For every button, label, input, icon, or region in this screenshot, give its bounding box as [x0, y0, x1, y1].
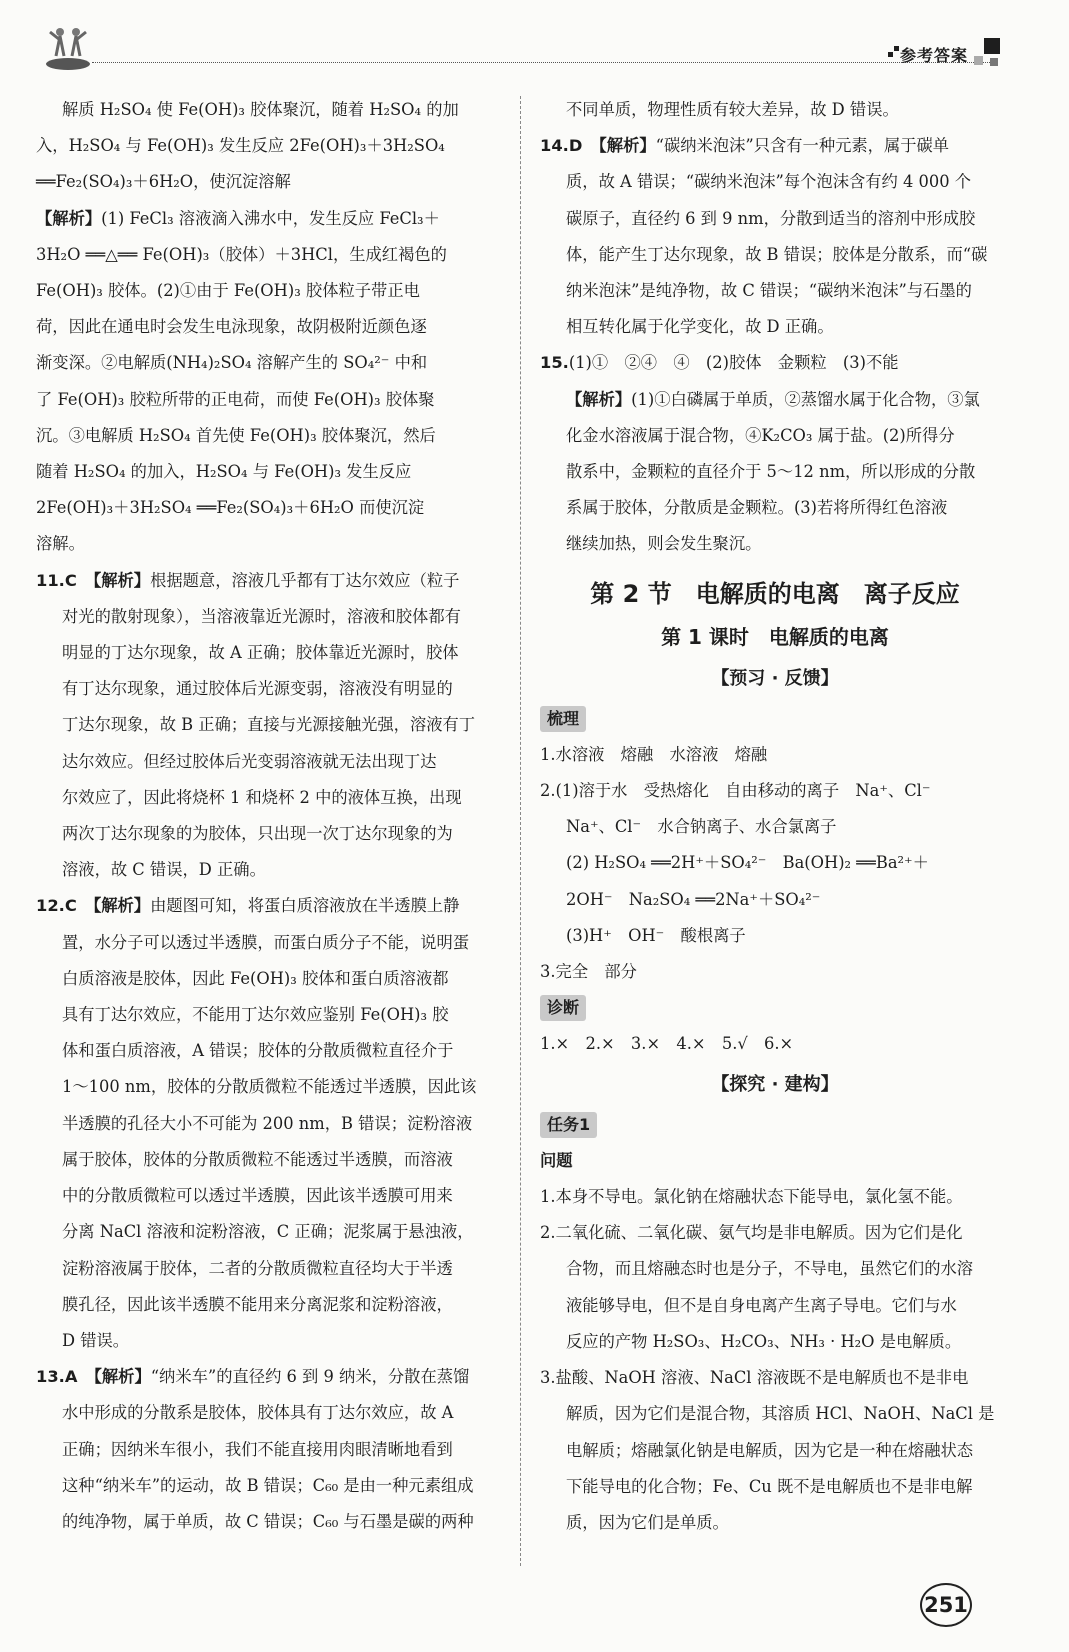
question-number: 11.C — [36, 570, 77, 590]
text-line: 反应的产物 H₂SO₃、H₂CO₃、NH₃ · H₂O 是电解质。 — [566, 1331, 962, 1351]
text-line: 溶液，故 C 错误，D 正确。 — [62, 860, 266, 880]
text-line: D 错误。 — [62, 1330, 130, 1350]
text-line: 尔效应了，因此将烧杯 1 和烧杯 2 中的液体互换，出现 — [62, 787, 462, 807]
text-line: 3.盐酸、NaOH 溶液、NaCl 溶液既不是电解质也不是非电 — [540, 1368, 969, 1388]
text-line: 继续加热，则会发生聚沉。 — [566, 534, 762, 554]
text-line: 下能导电的化合物；Fe、Cu 既不是电解质也不是非电解 — [566, 1476, 973, 1496]
text-line: 3H₂O ══△══ Fe(OH)₃（胶体）＋3HCl，生成红褐色的 — [36, 244, 447, 264]
text-line: (1) FeCl₃ 溶液滴入沸水中，发生反应 FeCl₃＋ — [101, 208, 440, 228]
text-line: 的纯净物，属于单质，故 C 错误；C₆₀ 与石墨是碳的两种 — [62, 1511, 474, 1531]
text-line: 属于胶体，胶体的分散质微粒不能透过半透膜，而溶液 — [62, 1149, 453, 1169]
text-line: 化金水溶液属于混合物，④K₂CO₃ 属于盐。(2)所得分 — [566, 425, 955, 445]
text-line: 半透膜的孔径大小不可能为 200 nm，B 错误；淀粉溶液 — [62, 1113, 473, 1133]
page-number: 251 — [920, 1583, 972, 1627]
text-line: (3)H⁺ OH⁻ 酸根离子 — [566, 925, 746, 945]
analysis-label: 【解析】 — [598, 136, 656, 156]
text-line: 荷，因此在通电时会发生电泳现象，故阴极附近颜色逐 — [36, 317, 427, 337]
text-line: 两次丁达尔现象的为胶体，只出现一次丁达尔现象的为 — [62, 824, 453, 844]
header-square-icon — [894, 46, 899, 51]
text-line: “纳米车”的直径约 6 到 9 纳米，分散在蒸馏 — [150, 1367, 470, 1387]
text-line: 具有丁达尔效应，不能用丁达尔效应鉴别 Fe(OH)₃ 胶 — [62, 1005, 449, 1025]
text-line: 正确；因纳米车很小，我们不能直接用肉眼清晰地看到 — [62, 1439, 453, 1459]
analysis-label: 【解析】 — [566, 389, 632, 409]
text-line: 明显的丁达尔现象，故 A 正确；胶体靠近光源时，胶体 — [62, 643, 459, 663]
subheading: 问题 — [540, 1150, 573, 1170]
analysis-label: 【解析】 — [93, 896, 151, 916]
text-line: 2.二氧化硫、二氧化碳、氨气均是非电解质。因为它们是化 — [540, 1223, 963, 1243]
logo-icon — [44, 22, 92, 72]
header-square-icon — [888, 52, 893, 57]
header-square-icon — [990, 58, 998, 66]
section-title: 第 2 节 电解质的电离 离子反应 — [590, 579, 960, 608]
text-line: 对光的散射现象），当溶液靠近光源时，溶液和胶体都有 — [62, 606, 461, 626]
text-line: ══Fe₂(SO₄)₃＋6H₂O，使沉淀溶解 — [36, 172, 291, 192]
text-line: 淀粉溶液属于胶体，二者的分散质微粒直径均大于半透 — [62, 1258, 453, 1278]
text-line: 质，故 A 错误；“碳纳米泡沫”每个泡沫含有约 4 000 个 — [566, 172, 972, 192]
text-line: 渐变深。②电解质(NH₄)₂SO₄ 溶解产生的 SO₄²⁻ 中和 — [36, 353, 428, 373]
text-line: 体和蛋白质溶液，A 错误；胶体的分散质微粒直径介于 — [62, 1041, 454, 1061]
text-line: 合物，而且熔融态时也是分子，不导电，虽然它们的水溶 — [566, 1259, 974, 1279]
text-line: 质，因为它们是单质。 — [566, 1512, 729, 1532]
text-line: 2OH⁻ Na₂SO₄ ══2Na⁺＋SO₄²⁻ — [566, 889, 821, 909]
text-line: 溶解。 — [36, 534, 85, 554]
lesson-title: 第 1 课时 电解质的电离 — [661, 624, 889, 649]
text-line: 碳原子，直径约 6 到 9 nm，分散到适当的溶剂中形成胶 — [566, 208, 976, 228]
text-line: “碳纳米泡沫”只含有一种元素，属于碳单 — [655, 136, 950, 156]
right-column — [540, 92, 1010, 1541]
text-line: 纳米泡沫”是纯净物，故 C 错误；“碳纳米泡沫”与石墨的 — [566, 281, 972, 301]
text-line: 2Fe(OH)₃＋3H₂SO₄ ══Fe₂(SO₄)₃＋6H₂O 而使沉淀 — [36, 498, 425, 518]
page-header — [0, 0, 1069, 82]
text-line: 入，H₂SO₄ 与 Fe(OH)₃ 发生反应 2Fe(OH)₃＋3H₂SO₄ — [36, 136, 445, 156]
text-line: 达尔效应。但经过胶体后光变弱溶液就无法出现丁达 — [62, 751, 437, 771]
text-line: 体，能产生丁达尔现象，故 B 错误；胶体是分散系，而“碳 — [566, 244, 988, 264]
analysis-label: 【解析】 — [36, 208, 102, 228]
text-line: 1.本身不导电。氯化钠在熔融状态下能导电，氯化氢不能。 — [540, 1187, 963, 1207]
text-line: 3.完全 部分 — [540, 962, 637, 982]
analysis-label: 【解析】 — [93, 570, 151, 590]
question-number: 13.A — [36, 1367, 78, 1387]
question-number: 12.C — [36, 896, 77, 916]
text-line: 系属于胶体，分散质是金颗粒。(3)若将所得红色溶液 — [566, 498, 948, 518]
preview-title: 【预习 · 反馈】 — [711, 667, 839, 689]
text-line: 这种“纳米车”的运动，故 B 错误；C₆₀ 是由一种元素组成 — [62, 1475, 474, 1495]
text-line: Fe(OH)₃ 胶体。(2)①由于 Fe(OH)₃ 胶体粒子带正电 — [36, 281, 420, 301]
text-line: 分离 NaCl 溶液和淀粉溶液，C 正确；泥浆属于悬浊液， — [62, 1222, 474, 1242]
text-line: 丁达尔现象，故 B 正确；直接与光源接触光强，溶液有丁 — [62, 715, 476, 735]
text-line: (1)①白磷属于单质，②蒸馏水属于化合物，③氯 — [631, 389, 980, 409]
badge-task1: 任务1 — [540, 1112, 597, 1138]
text-line: 随着 H₂SO₄ 的加入，H₂SO₄ 与 Fe(OH)₃ 发生反应 — [36, 462, 412, 482]
analysis-label: 【解析】 — [93, 1367, 151, 1387]
text-line: 2.(1)溶于水 受热熔化 自由移动的离子 Na⁺、Cl⁻ — [540, 781, 931, 801]
question-number: 14.D — [540, 136, 583, 156]
text-line: 散系中，金颗粒的直径介于 5～12 nm，所以形成的分散 — [566, 462, 976, 482]
text-line: 解质 H₂SO₄ 使 Fe(OH)₃ 胶体聚沉，随着 H₂SO₄ 的加 — [62, 100, 459, 119]
badge-zhenduan: 诊断 — [540, 995, 586, 1021]
text-line: 置，水分子可以透过半透膜，而蛋白质分子不能，说明蛋 — [62, 932, 470, 952]
text-line: Na⁺、Cl⁻ 水合钠离子、水合氯离子 — [566, 817, 837, 837]
text-line: 膜孔径，因此该半透膜不能用来分离泥浆和淀粉溶液， — [62, 1294, 453, 1314]
badge-shuli: 梳理 — [540, 706, 586, 732]
text-line: 1.× 2.× 3.× 4.× 5.√ 6.× — [540, 1034, 794, 1054]
explore-title: 【探究 · 建构】 — [711, 1073, 839, 1095]
text-line: (2) H₂SO₄ ══2H⁺＋SO₄²⁻ Ba(OH)₂ ══Ba²⁺＋ — [566, 853, 929, 873]
text-line: 解质，因为它们是混合物，其溶质 HCl、NaOH、NaCl 是 — [566, 1404, 995, 1424]
text-line: 相互转化属于化学变化，故 D 正确。 — [566, 317, 834, 337]
text-line: 液能够导电，但不是自身电离产生离子导电。它们与水 — [566, 1295, 957, 1315]
question-number: 15. — [540, 353, 569, 373]
text-line: 白质溶液是胶体，因此 Fe(OH)₃ 胶体和蛋白质溶液都 — [62, 968, 449, 988]
column-divider — [520, 96, 521, 1566]
text-line: 1.水溶液 熔融 水溶液 熔融 — [540, 744, 768, 764]
header-title: 参考答案 — [900, 46, 969, 65]
text-line: 了 Fe(OH)₃ 胶粒所带的正电荷，而使 Fe(OH)₃ 胶体聚 — [36, 389, 435, 409]
text-line: 根据题意，溶液几乎都有丁达尔效应（粒子 — [150, 570, 460, 590]
text-line: 中的分散质微粒可以透过半透膜，因此该半透膜可用来 — [62, 1186, 453, 1206]
header-square-icon — [974, 56, 983, 65]
text-line: 1～100 nm，胶体的分散质微粒不能透过半透膜，因此该 — [62, 1077, 477, 1097]
header-rule — [92, 62, 992, 63]
left-column — [36, 92, 506, 1540]
text-line: 不同单质，物理性质有较大差异，故 D 错误。 — [566, 100, 899, 119]
text-line: 由题图可知，将蛋白质溶液放在半透膜上静 — [150, 896, 460, 916]
answer-line: (1)① ②④ ④ (2)胶体 金颗粒 (3)不能 — [568, 353, 899, 373]
text-line: 沉。③电解质 H₂SO₄ 首先使 Fe(OH)₃ 胶体聚沉，然后 — [36, 425, 436, 445]
text-line: 水中形成的分散系是胶体，胶体具有丁达尔效应，故 A — [62, 1403, 454, 1423]
text-line: 电解质；熔融氯化钠是电解质，因为它是一种在熔融状态 — [566, 1440, 974, 1460]
text-line: 有丁达尔现象，通过胶体后光源变弱，溶液没有明显的 — [62, 679, 453, 699]
header-square-icon — [984, 38, 1000, 54]
